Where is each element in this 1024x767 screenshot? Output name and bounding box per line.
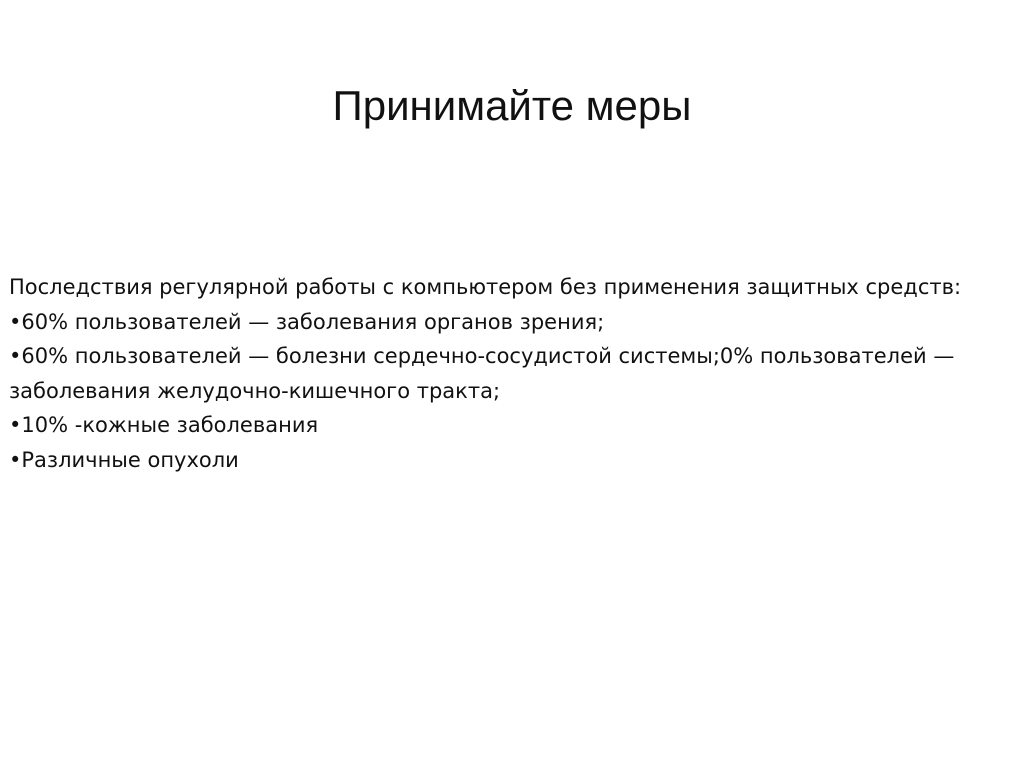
list-item: •60% пользователей — болезни сердечно-сосудистой системы;0% пользователей — заболевания желудочно-кишечного тракта; [9,344,955,403]
intro-text: Последствия регулярной работы с компьютером без применения защитных средств: [9,275,962,299]
list-item: •10% -кожные заболевания [9,413,319,437]
slide-body [9,270,1015,477]
slide-title: Принимайте меры [332,82,692,129]
list-item: •60% пользователей — заболевания органов зрения; [9,309,605,334]
list-item: •Различные опухоли [9,447,239,472]
